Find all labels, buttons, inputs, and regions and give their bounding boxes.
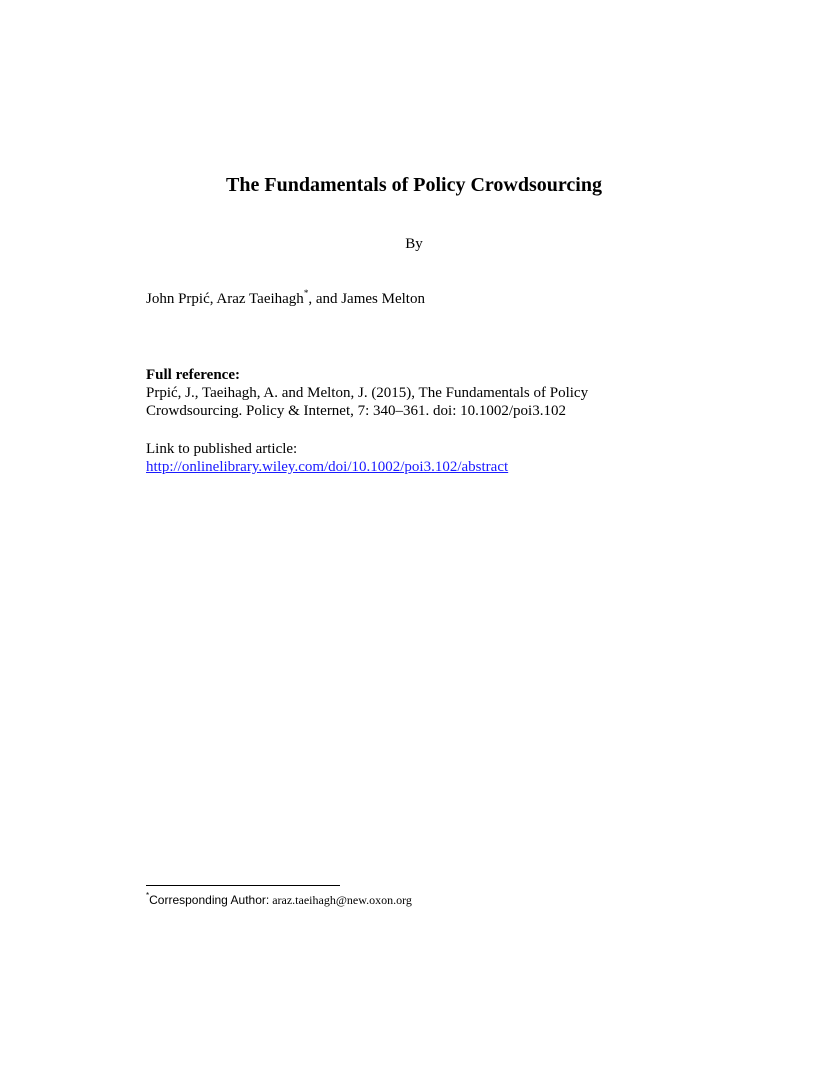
by-line: By xyxy=(405,236,423,252)
published-article-link[interactable]: http://onlinelibrary.wiley.com/doi/10.1002/poi3.102/abstract xyxy=(146,459,509,475)
footnote-divider xyxy=(146,885,340,886)
footnote-marker: * xyxy=(303,288,309,298)
footnote xyxy=(146,893,412,908)
full-reference-heading: Full reference: xyxy=(146,367,240,383)
authors-text-end: , and James Melton xyxy=(308,291,425,307)
reference-line-1: Prpić, J., Taeihagh, A. and Melton, J. (2015), The Fundamentals of Policy xyxy=(146,385,589,401)
footnote-marker: * xyxy=(146,891,150,900)
published-article-label: Link to published article: xyxy=(146,441,298,457)
footnote-label: Corresponding Author: xyxy=(149,893,270,907)
authors-text: John Prpić, Araz Taeihagh xyxy=(146,291,304,307)
corresponding-email: araz.taeihagh@new.oxon.org xyxy=(269,893,412,907)
document-title: The Fundamentals of Policy Crowdsourcing xyxy=(226,174,602,196)
reference-line-2: Crowdsourcing. Policy & Internet, 7: 340–361. doi: 10.1002/poi3.102 xyxy=(146,403,566,419)
author-list xyxy=(146,290,425,308)
